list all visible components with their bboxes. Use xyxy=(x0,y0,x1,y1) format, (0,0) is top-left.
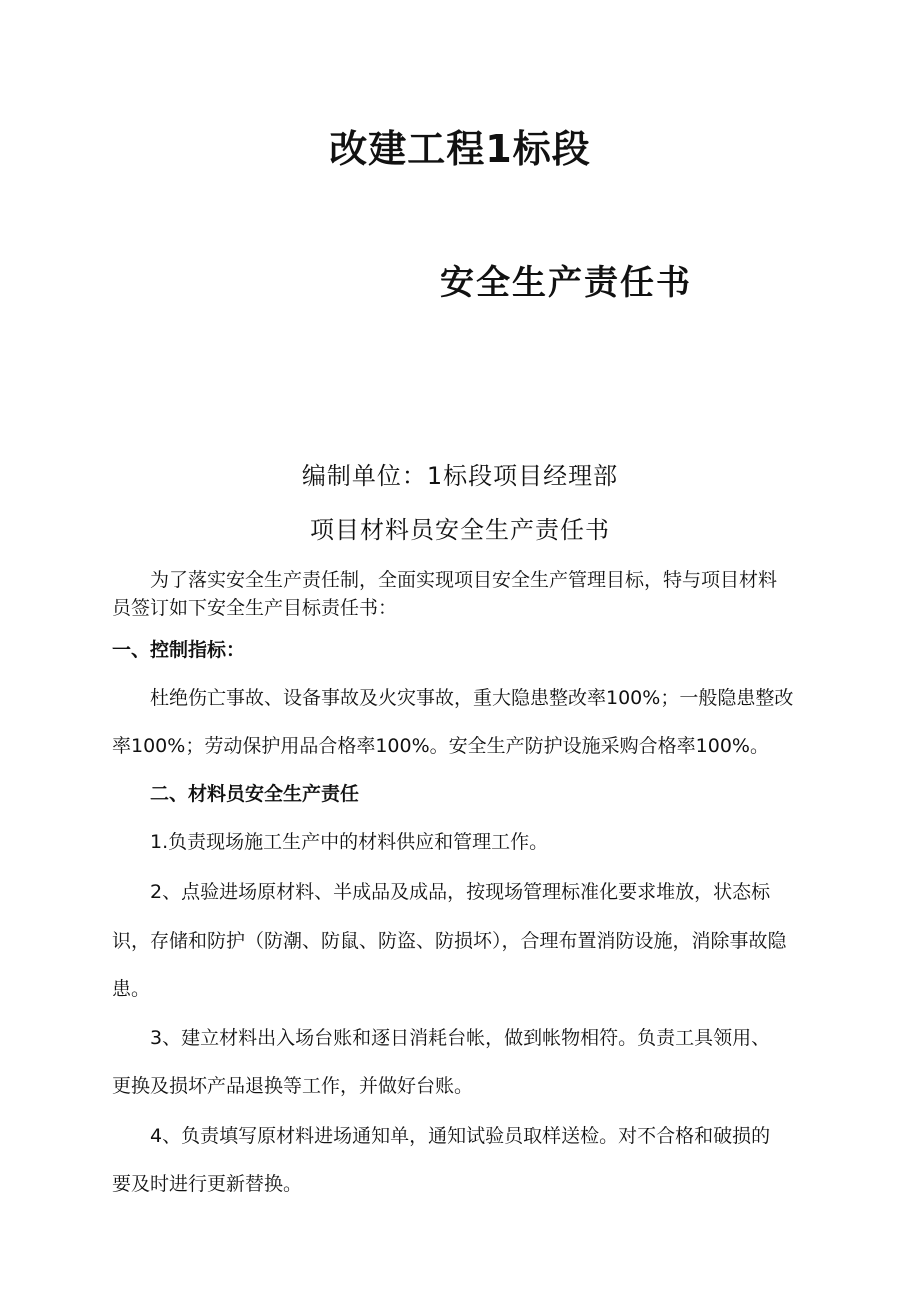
project-title: 改建工程1标段 xyxy=(329,127,591,171)
item-2-line-1: 2、点验进场原材料、半成品及成品，按现场管理标准化要求堆放，状态标 xyxy=(150,881,771,903)
responsibility-subtitle: 项目材料员安全生产责任书 xyxy=(310,516,610,544)
item-2-line-3: 患。 xyxy=(112,978,151,1000)
item-3-line-2: 更换及损坏产品退换等工作，并做好台账。 xyxy=(112,1075,474,1097)
intro-line-1: 为了落实安全生产责任制，全面实现项目安全生产管理目标，特与项目材料 xyxy=(150,569,778,591)
item-2-line-2: 识，存储和防护（防潮、防鼠、防盗、防损坏），合理布置消防设施，消除事故隐 xyxy=(112,930,787,952)
document-title: 安全生产责任书 xyxy=(440,263,692,303)
compiling-unit: 编制单位：1标段项目经理部 xyxy=(301,462,619,490)
section-2-heading: 二、材料员安全生产责任 xyxy=(150,783,360,805)
item-3-line-1: 3、建立材料出入场台账和逐日消耗台帐，做到帐物相符。负责工具领用、 xyxy=(150,1027,771,1049)
item-4-line-2: 要及时进行更新替换。 xyxy=(112,1173,303,1195)
section-1-line-1: 杜绝伤亡事故、设备事故及火灾事故，重大隐患整改率100%；一般隐患整改 xyxy=(150,687,794,709)
item-1-line-1: 1.负责现场施工生产中的材料供应和管理工作。 xyxy=(150,831,549,853)
intro-line-2: 员签订如下安全生产目标责任书： xyxy=(112,597,398,619)
item-4-line-1: 4、负责填写原材料进场通知单，通知试验员取样送检。对不合格和破损的 xyxy=(150,1125,771,1147)
section-1-line-2: 率100%；劳动保护用品合格率100%。安全生产防护设施采购合格率100%。 xyxy=(112,735,769,757)
section-1-heading: 一、控制指标： xyxy=(112,639,246,661)
